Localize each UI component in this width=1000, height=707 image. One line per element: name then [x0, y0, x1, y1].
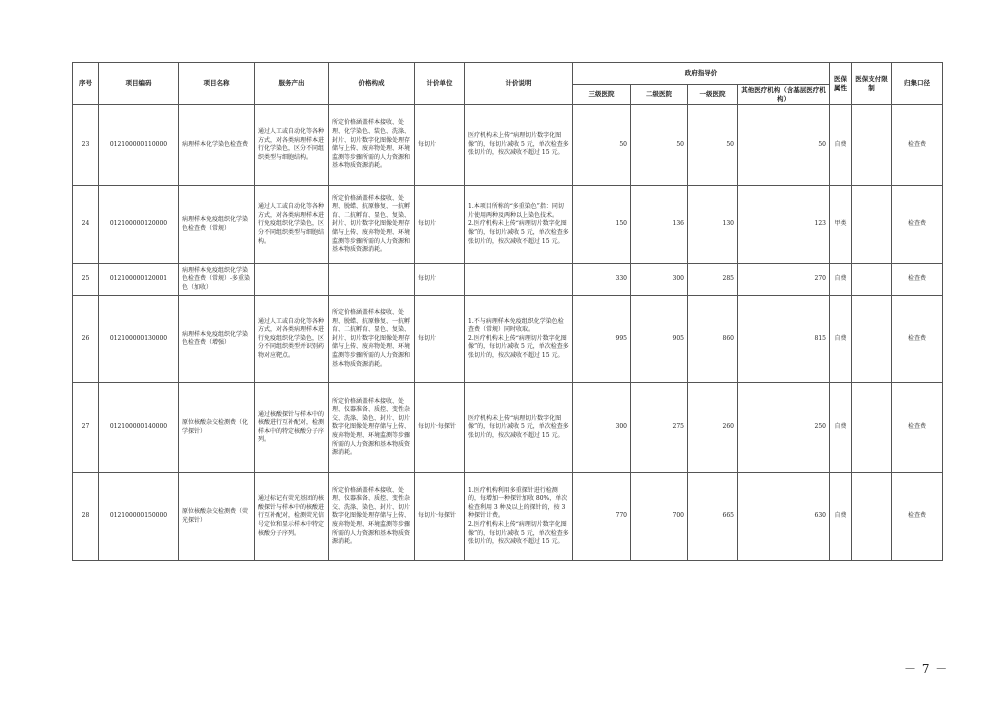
cell-name: 病理样本免疫组织化学染色检查费（常规） — [179, 186, 255, 264]
cell-output: 通过人工或自动化等各种方式，对各类病理样本进行免疫组织化学染色，区分不同组织类型与细胞结构。 — [255, 186, 329, 264]
cell-price-tier1: 860 — [688, 296, 738, 383]
cell-price-tier2: 905 — [631, 296, 688, 383]
cell-composition: 所定价格涵盖样本接收、处理、脱蜡、抗原修复、一抗孵育、二抗孵育、显色、复染、封片、切片数字化图像处理存储与上传、废弃物处理、环境监测等步骤所需的人力资源和基本物质资源消耗。 — [329, 296, 415, 383]
cell-insurance: 自费 — [830, 264, 852, 296]
table-body — [73, 105, 943, 561]
cell-output: 通过人工或自动化等各种方式，对各类病理样本进行化学染色，区分不同组织类型与细胞结构。 — [255, 105, 329, 186]
table-row — [73, 383, 943, 473]
cell-code: 012100000140000 — [99, 383, 179, 473]
cell-price-tier2: 275 — [631, 383, 688, 473]
cell-name: 病理样本免疫组织化学染色检查费（增强） — [179, 296, 255, 383]
page-number: － 7 － — [904, 662, 949, 676]
cell-name: 病理样本化学染色检查费 — [179, 105, 255, 186]
cell-code: 012100000130000 — [99, 296, 179, 383]
cell-price-tier2: 700 — [631, 473, 688, 561]
cell-seq: 25 — [73, 264, 99, 296]
cell-price-tier2: 300 — [631, 264, 688, 296]
cell-payment-limit — [852, 186, 892, 264]
header-tier1: 一级医院 — [688, 85, 738, 105]
header-payment-limit: 医保支付限制 — [852, 63, 892, 105]
cell-output: 通过核酸探针与样本中的核酸进行互补配对，检测样本中的特定核酸分子序列。 — [255, 383, 329, 473]
header-government-guide-price: 政府指导价 — [573, 63, 830, 85]
cell-composition: 所定价格涵盖样本接收、处理、化学染色、装色、洗涤、封片、切片数字化图像处理存储与上传、废弃物处理、环境监测等步骤所需的人力资源和基本物质资源消耗。 — [329, 105, 415, 186]
cell-price-other: 123 — [738, 186, 830, 264]
cell-unit: 每切片·每探针 — [415, 383, 465, 473]
cell-code: 012100000120000 — [99, 186, 179, 264]
cell-price-tier1: 260 — [688, 383, 738, 473]
cell-price-other: 630 — [738, 473, 830, 561]
cell-insurance: 自费 — [830, 473, 852, 561]
cell-price-tier1: 285 — [688, 264, 738, 296]
cell-price-tier1: 130 — [688, 186, 738, 264]
cell-note: 1.不与病理样本免疫组织化学染色检查费（常规）同时收取。 2.医疗机构未上传“病理切片数字化图像”的，每切片减收 5 元，单次检查多张切片的，按次减收不超过 15 元。 — [465, 296, 573, 383]
header-code: 项目编码 — [99, 63, 179, 105]
cell-note: 医疗机构未上传“病理切片数字化图像”的，每切片减收 5 元，单次检查多张切片的，按次减收不超过 15 元。 — [465, 105, 573, 186]
cell-payment-limit — [852, 264, 892, 296]
cell-category: 检查费 — [892, 383, 943, 473]
cell-price-tier3: 300 — [573, 383, 631, 473]
cell-seq: 28 — [73, 473, 99, 561]
cell-unit: 每切片 — [415, 264, 465, 296]
cell-payment-limit — [852, 105, 892, 186]
header-category: 归集口径 — [892, 63, 943, 105]
cell-insurance: 甲类 — [830, 186, 852, 264]
price-table — [72, 62, 943, 561]
cell-price-other: 270 — [738, 264, 830, 296]
cell-category: 检查费 — [892, 105, 943, 186]
cell-price-tier1: 665 — [688, 473, 738, 561]
cell-unit: 每切片 — [415, 105, 465, 186]
header-name: 项目名称 — [179, 63, 255, 105]
cell-output — [255, 264, 329, 296]
cell-price-tier2: 50 — [631, 105, 688, 186]
cell-code: 012100000150000 — [99, 473, 179, 561]
cell-price-other: 815 — [738, 296, 830, 383]
cell-seq: 27 — [73, 383, 99, 473]
cell-price-tier3: 770 — [573, 473, 631, 561]
cell-name: 原位核酸杂交检测费（荧光探针） — [179, 473, 255, 561]
cell-price-tier2: 136 — [631, 186, 688, 264]
cell-category: 检查费 — [892, 473, 943, 561]
cell-output: 通过标记有荧光基团的核酸探针与样本中的核酸进行互补配对，检测荧光信号定位和显示样本中特定核酸分子序列。 — [255, 473, 329, 561]
table-row — [73, 473, 943, 561]
cell-insurance: 自费 — [830, 383, 852, 473]
header-unit: 计价单位 — [415, 63, 465, 105]
cell-note: 医疗机构未上传“病理切片数字化图像”的，每切片减收 5 元，单次检查多张切片的，按次减收不超过 15 元。 — [465, 383, 573, 473]
cell-note — [465, 264, 573, 296]
cell-seq: 26 — [73, 296, 99, 383]
table-row — [73, 186, 943, 264]
cell-code: 012100000110000 — [99, 105, 179, 186]
cell-price-tier3: 995 — [573, 296, 631, 383]
cell-price-tier3: 150 — [573, 186, 631, 264]
cell-composition — [329, 264, 415, 296]
header-composition: 价格构成 — [329, 63, 415, 105]
header-output: 服务产出 — [255, 63, 329, 105]
cell-composition: 所定价格涵盖样本接收、处理、脱蜡、抗原修复、一抗孵育、二抗孵育、显色、复染、封片、切片数字化图像处理存储与上传、废弃物处理、环境监测等步骤所需的人力资源和基本物质资源消耗。 — [329, 186, 415, 264]
cell-unit: 每切片 — [415, 296, 465, 383]
cell-code: 012100000120001 — [99, 264, 179, 296]
cell-unit: 每切片 — [415, 186, 465, 264]
header-tier3: 三级医院 — [573, 85, 631, 105]
header-insurance: 医保属性 — [830, 63, 852, 105]
cell-composition: 所定价格涵盖样本接收、处理、仪器准备、质控、变性杂交、洗涤、染色、封片、切片数字化图像处理存储与上传、废弃物处理、环境监测等步骤所需的人力资源和基本物质资源消耗。 — [329, 473, 415, 561]
cell-name: 原位核酸杂交检测费（化学探针） — [179, 383, 255, 473]
cell-payment-limit — [852, 296, 892, 383]
table-row — [73, 264, 943, 296]
cell-price-tier3: 50 — [573, 105, 631, 186]
cell-category: 检查费 — [892, 296, 943, 383]
cell-note: 1.本项目所称的“多重染色”指：同切片使用两种及两种以上染色技术。 2.医疗机构未上传“病理切片数字化图像”的，每切片减收 5 元，单次检查多张切片的，按次减收不超过 15 元。 — [465, 186, 573, 264]
header-tier2: 二级医院 — [631, 85, 688, 105]
cell-payment-limit — [852, 383, 892, 473]
cell-category: 检查费 — [892, 264, 943, 296]
table-row — [73, 105, 943, 186]
header-note: 计价说明 — [465, 63, 573, 105]
cell-price-tier3: 330 — [573, 264, 631, 296]
cell-note: 1.医疗机构利用多重探针进行检测的，每增加一种探针加收 80%，单次检查利用 3 种及以上的探针的，按 3 种探针计费。 2.医疗机构未上传“病理切片数字化图像”的，每切片减收 5 元，单次检查多张切片的，按次减收不超过 15 元。 — [465, 473, 573, 561]
cell-unit: 每切片·每探针 — [415, 473, 465, 561]
cell-payment-limit — [852, 473, 892, 561]
header-seq: 序号 — [73, 63, 99, 105]
cell-seq: 24 — [73, 186, 99, 264]
cell-insurance: 自费 — [830, 105, 852, 186]
cell-output: 通过人工或自动化等各种方式，对各类病理样本进行免疫组织化学染色，区分不同组织类型并识别药物对应靶点。 — [255, 296, 329, 383]
cell-composition: 所定价格涵盖样本接收、处理、仪器准备、质控、变性杂交、洗涤、染色、封片、切片数字化图像处理存储与上传、废弃物处理、环境监测等步骤所需的人力资源和基本物质资源消耗。 — [329, 383, 415, 473]
cell-seq: 23 — [73, 105, 99, 186]
table-row — [73, 296, 943, 383]
cell-price-other: 250 — [738, 383, 830, 473]
cell-name: 病理样本免疫组织化学染色检查费（常规）-多重染色（加收） — [179, 264, 255, 296]
cell-price-other: 50 — [738, 105, 830, 186]
cell-category: 检查费 — [892, 186, 943, 264]
cell-insurance: 自费 — [830, 296, 852, 383]
header-other: 其他医疗机构（含基层医疗机构） — [738, 85, 830, 105]
cell-price-tier1: 50 — [688, 105, 738, 186]
